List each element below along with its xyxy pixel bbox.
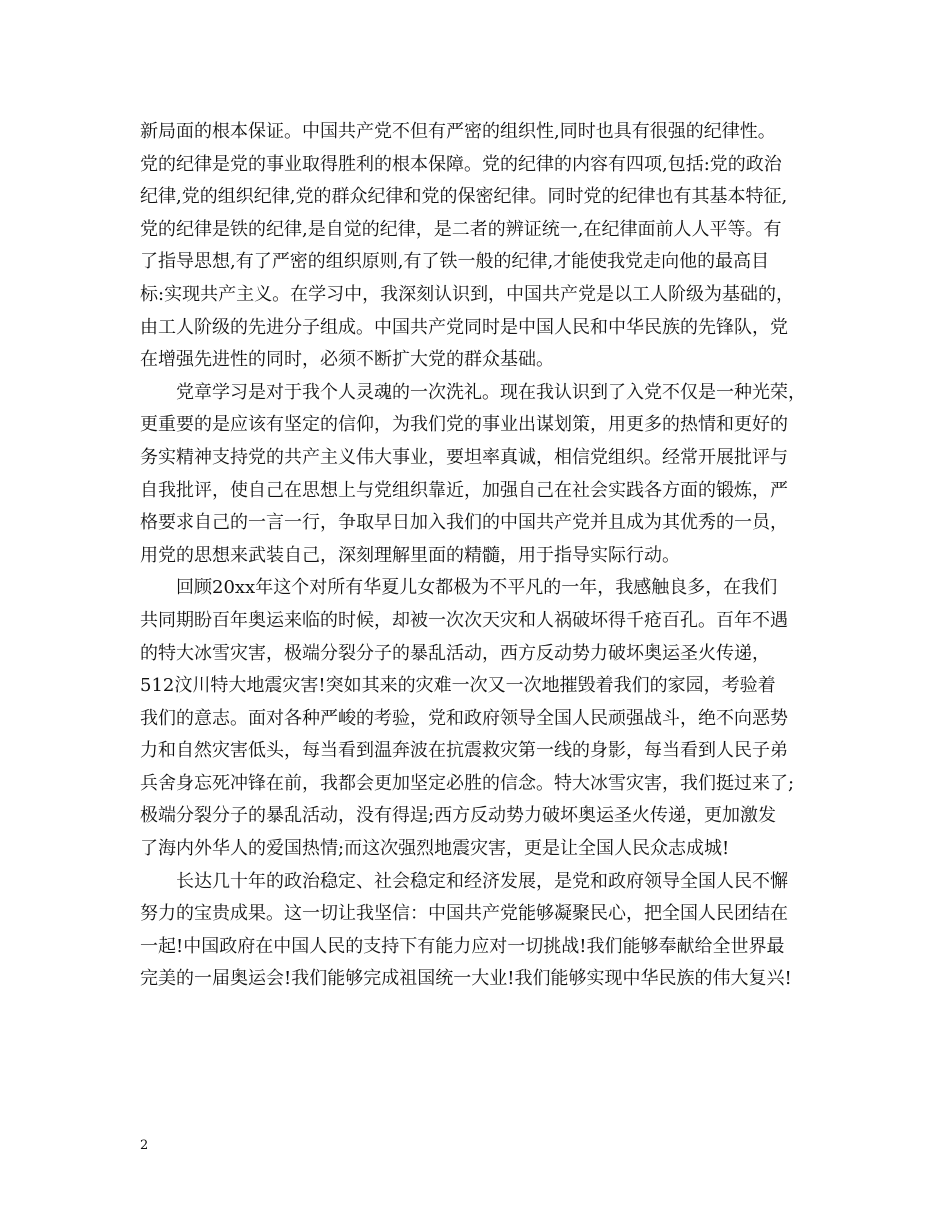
text-line: 由工人阶级的先进分子组成。中国共产党同时是中国人民和中华民族的先锋队，党 xyxy=(140,316,788,338)
text-line: 党的纪律是党的事业取得胜利的根本保障。党的纪律的内容有四项,包括:党的政治 xyxy=(140,153,782,175)
text-line: 完美的一届奥运会!我们能够完成祖国统一大业!我们能够实现中华民族的伟大复兴! xyxy=(140,968,792,990)
text-line: 务实精神支持党的共产主义伟大事业，要坦率真诚，相信党组织。经常开展批评与 xyxy=(140,446,788,468)
text-line: 新局面的根本保证。中国共产党不但有严密的组织性,同时也具有很强的纪律性。 xyxy=(140,121,776,142)
text-line: 共同期盼百年奥运来临的时候，却被一次次天灾和人祸破坏得千疮百孔。百年不遇 xyxy=(140,609,788,631)
text-line: 努力的宝贵成果。这一切让我坚信：中国共产党能够凝聚民心，把全国人民团结在 xyxy=(140,903,788,925)
text-line: 的特大冰雪灾害，极端分裂分子的暴乱活动，西方反动势力破坏奥运圣火传递， xyxy=(140,642,770,664)
text-line: 一起!中国政府在中国人民的支持下有能力应对一切挑战!我们能够奉献给全世界最 xyxy=(140,935,785,957)
text-line: 在增强先进性的同时，必须不断扩大党的群众基础。 xyxy=(140,349,554,371)
text-line: 了指导思想,有了严密的组织原则,有了铁一般的纪律,才能使我党走向他的最高目 xyxy=(140,251,770,273)
text-line: 力和自然灾害低头，每当看到温奔波在抗震救灾第一线的身影，每当看到人民子弟 xyxy=(140,740,788,762)
text-line: 极端分裂分子的暴乱活动，没有得逞;西方反动势力破坏奥运圣火传递，更加激发 xyxy=(140,805,777,827)
text-line: 党的纪律是铁的纪律,是自觉的纪律，是二者的辨证统一,在纪律面前人人平等。有 xyxy=(140,218,782,240)
text-line: 标:实现共产主义。在学习中，我深刻认识到，中国共产党是以工人阶级为基础的， xyxy=(140,283,795,305)
text-line: 格要求自己的一言一行，争取早日加入我们的中国共产党并且成为其优秀的一员， xyxy=(140,512,788,534)
text-line: 自我批评，使自己在思想上与党组织靠近，加强自己在社会实践各方面的锻炼，严 xyxy=(140,479,788,501)
text-line: 了海内外华人的爱国热情;而这次强烈地震灾害，更是让全国人民众志成城! xyxy=(140,838,730,860)
text-line: 用党的思想来武装自己，深刻理解里面的精髓，用于指导实际行动。 xyxy=(140,544,680,566)
text-line: 纪律,党的组织纪律,党的群众纪律和党的保密纪律。同时党的纪律也有其基本特征, xyxy=(140,186,788,208)
text-line: 更重要的是应该有坚定的信仰，为我们党的事业出谋划策，用更多的热情和更好的 xyxy=(140,414,788,436)
paragraph-first-line: 回顾20xx年这个对所有华夏儿女都极为不平凡的一年，我感触良多，在我们 xyxy=(176,577,778,599)
document-body xyxy=(140,116,830,996)
paragraph-first-line: 党章学习是对于我个人灵魂的一次洗礼。现在我认识到了入党不仅是一种光荣， xyxy=(176,381,806,403)
text-line: 兵舍身忘死冲锋在前，我都会更加坚定必胜的信念。特大冰雪灾害，我们挺过来了; xyxy=(140,772,795,794)
text-line: 我们的意志。面对各种严峻的考验，党和政府领导全国人民顽强战斗，绝不向恶势 xyxy=(140,707,788,729)
page-number: 2 xyxy=(140,1138,149,1153)
paragraph-first-line: 长达几十年的政治稳定、社会稳定和经济发展，是党和政府领导全国人民不懈 xyxy=(176,870,788,892)
text-line: 512汶川特大地震灾害!突如其来的灾难一次又一次地摧毁着我们的家园，考验着 xyxy=(140,675,776,697)
